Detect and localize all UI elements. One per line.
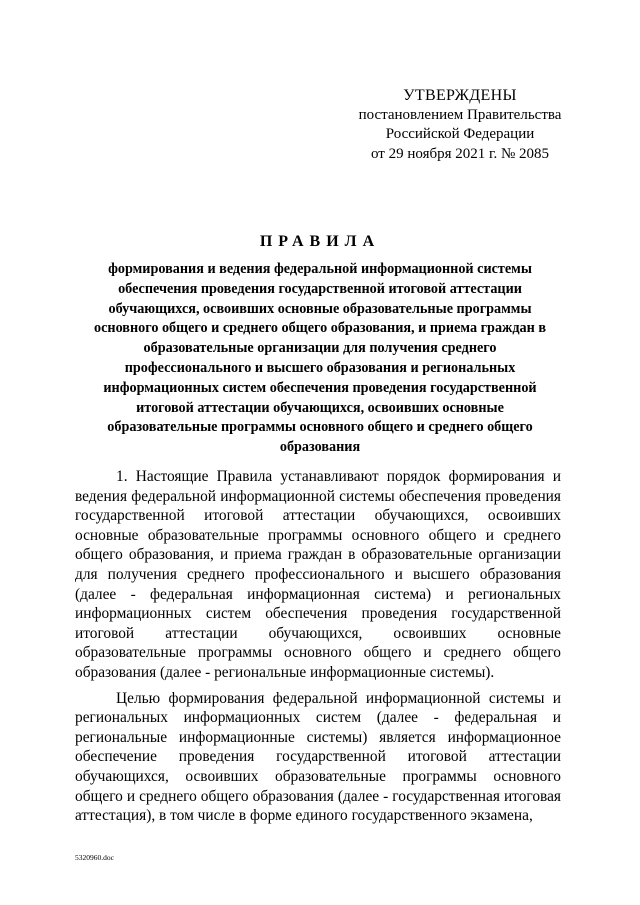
paragraph-1: 1. Настоящие Правила устанавливают порядок формирования и ведения федеральной информационной системы обеспечения проведения государственной итоговой аттестации обучающихся, освоивших основные образовательные программы основного общего и среднего общего образования, и приема граждан в образовательные организации для получения среднего профессионального и высшего образования (далее - федеральная информационная система) и региональных информационных систем обеспечения проведения государственной итоговой аттестации обучающихся, освоивших основные образовательные программы основного общего и среднего общего образования (далее - региональные информационные системы).	[75, 468, 561, 681]
approval-block	[330, 86, 590, 164]
file-name-footer: 5320960.doc	[75, 853, 114, 862]
document-title: ПРАВИЛА	[259, 233, 381, 250]
paragraph-2: Целью формирования федеральной информационной системы и региональных информационных систем (далее - федеральная и региональные информационные системы) является информационное обеспечение проведения государственной итоговой аттестации обучающихся, освоивших образовательные программы основного общего и среднего общего образования (далее - государственная итоговая аттестация), в том числе в форме единого государственного экзамена,	[75, 689, 561, 825]
document-body	[75, 467, 561, 832]
approval-line-2: Российской Федерации	[385, 126, 535, 142]
approval-line-1: постановлением Правительства	[358, 106, 562, 123]
approval-line-3: от 29 ноября 2021 г. № 2085	[370, 145, 550, 162]
approval-heading: УТВЕРЖДЕНЫ	[403, 87, 517, 104]
document-subtitle: формирования и ведения федеральной информационной системы обеспечения проведения государственной итоговой аттестации обучающихся, освоивших основные образовательные программы основного общего и среднего общего образования, и приема граждан в образовательные организации для получения среднего профессионального и высшего образования и региональных информационных систем обеспечения проведения государственной итоговой аттестации обучающихся, освоивших основные образовательные программы основного общего и среднего общего образования	[94, 261, 546, 456]
